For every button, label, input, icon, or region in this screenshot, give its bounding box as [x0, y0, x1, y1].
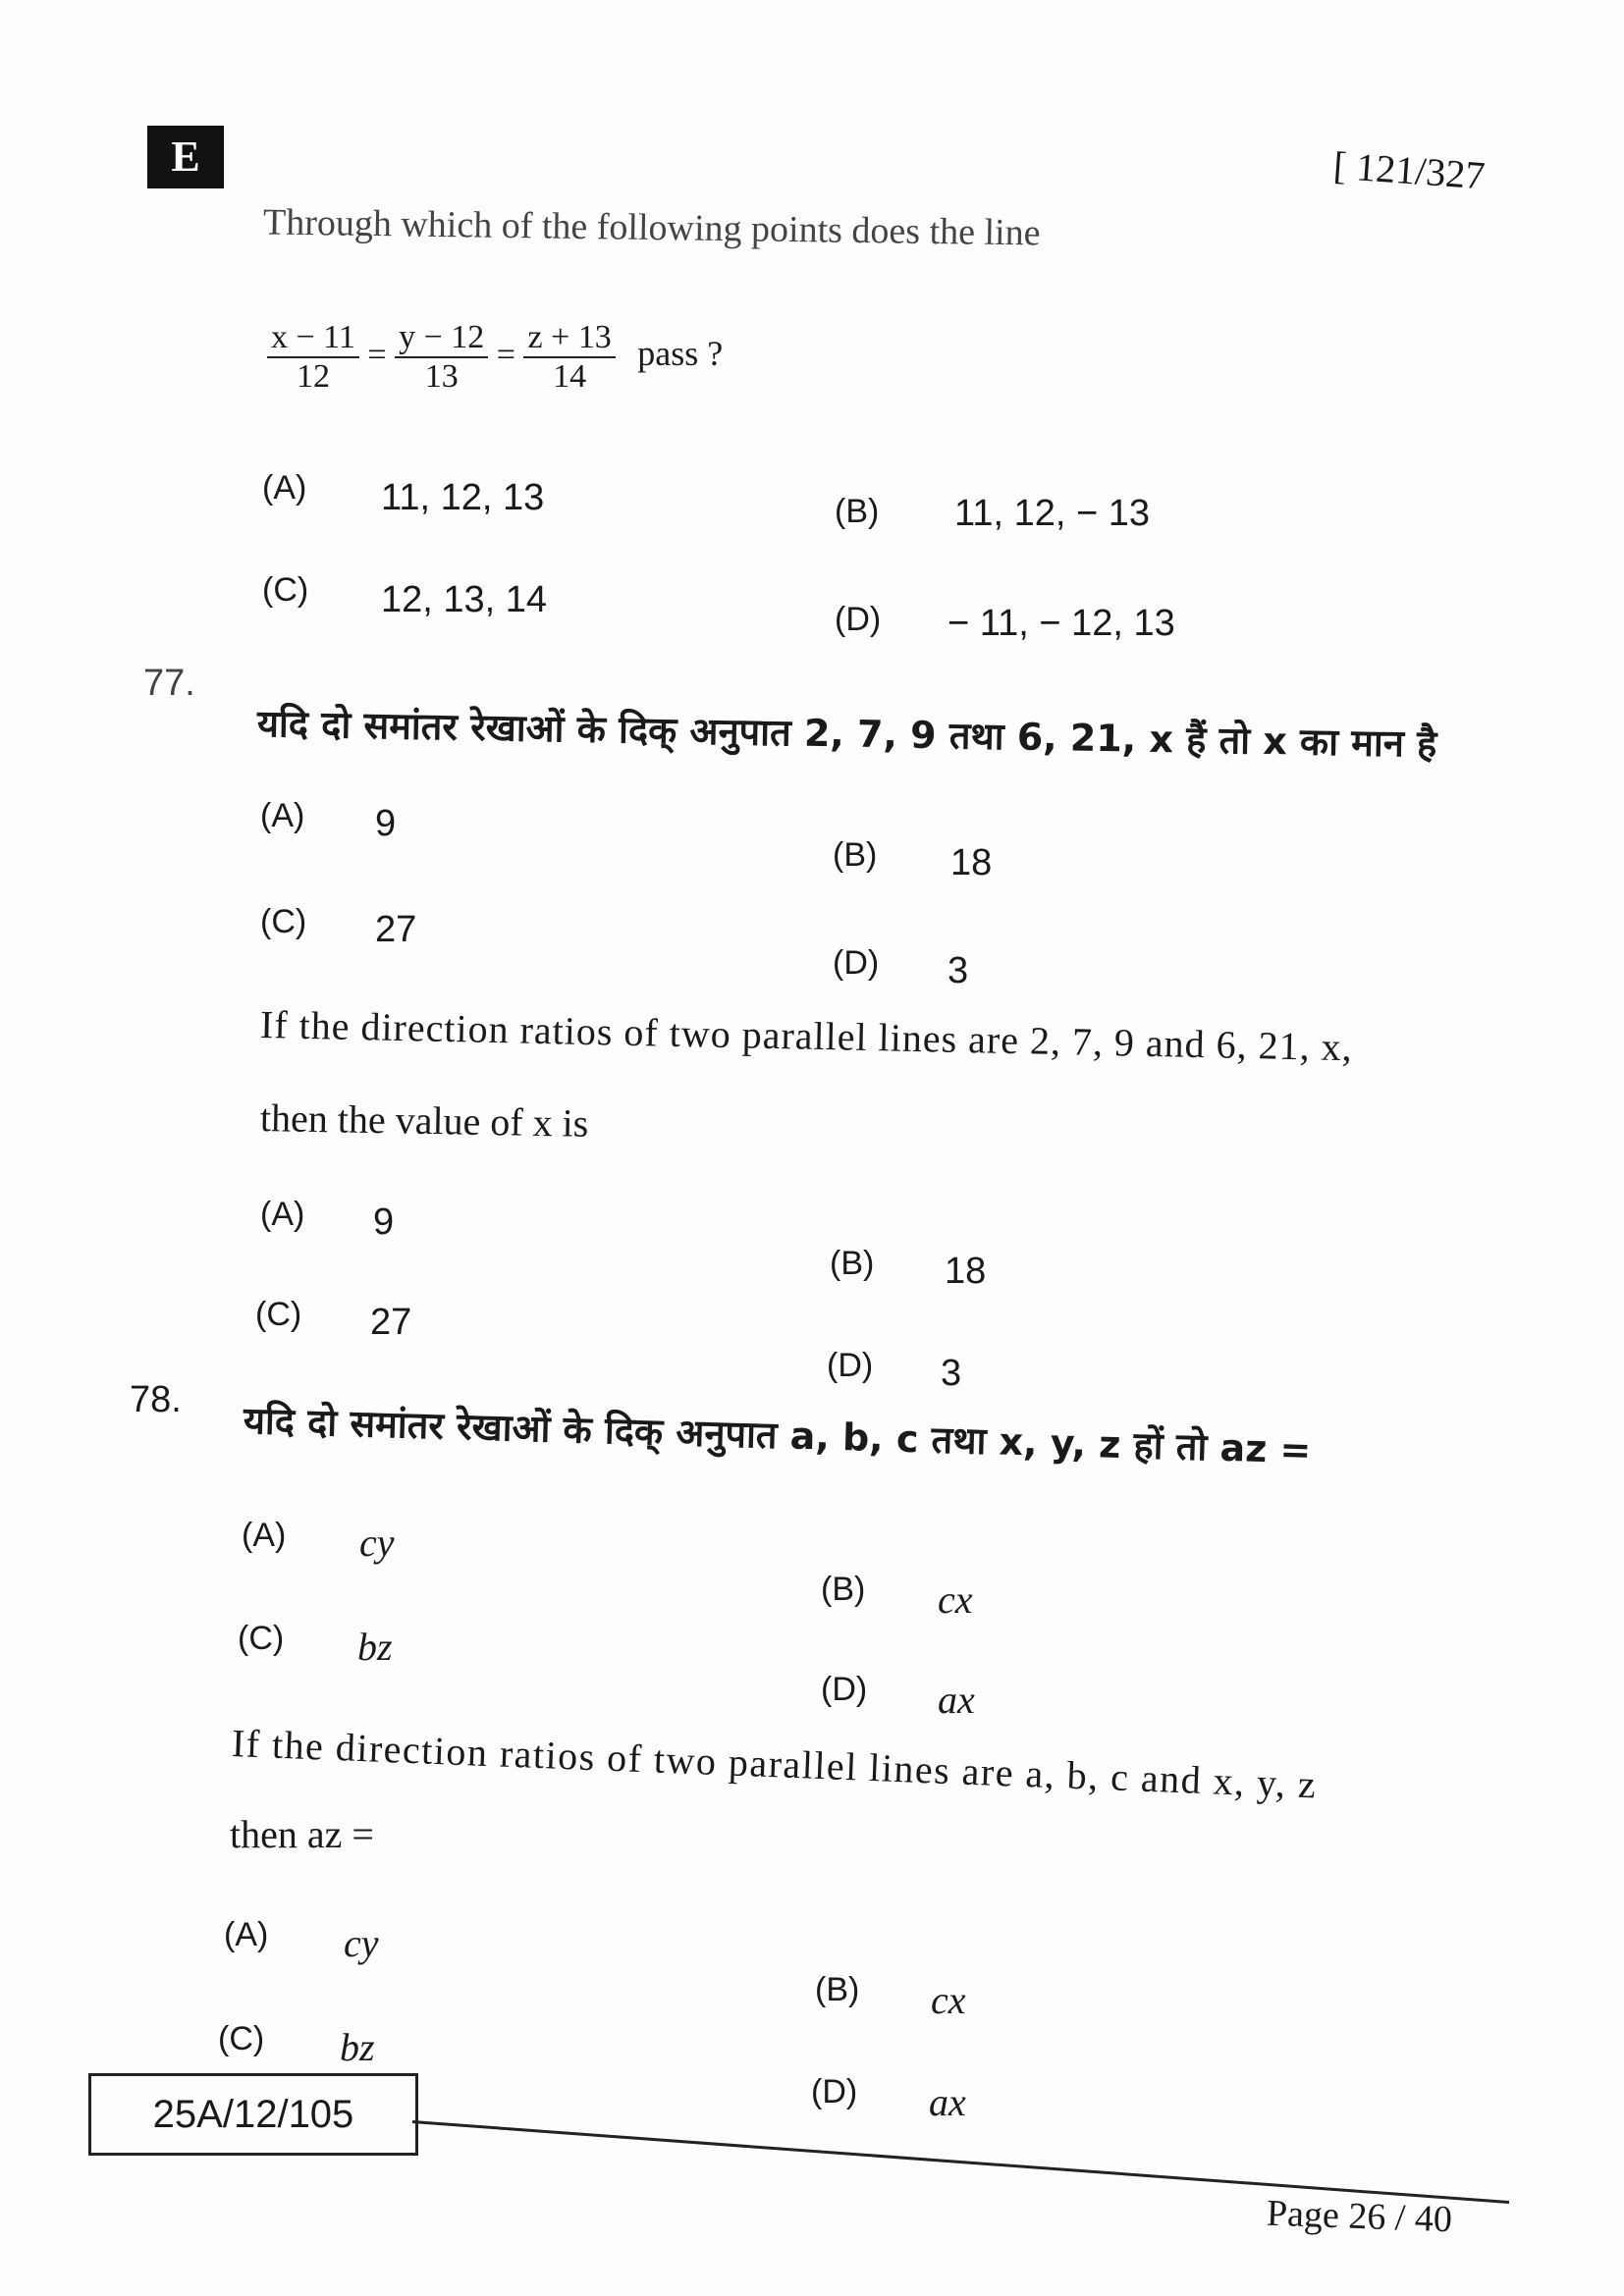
- option-value: cx: [938, 1577, 973, 1622]
- option-label: (B): [833, 836, 878, 874]
- option-label: (D): [833, 944, 880, 982]
- q77-hindi-text: यदि दो समांतर रेखाओं के दिक् अनुपात 2, 7, 9 तथा 6, 21, x हैं तो x का मान है: [256, 702, 1437, 766]
- option-label: (C): [255, 1296, 302, 1333]
- option-label: (D): [827, 1347, 874, 1384]
- option-label: (B): [815, 1971, 860, 2008]
- option-value: − 11, − 12, 13: [947, 603, 1175, 644]
- option-label: (C): [218, 2020, 265, 2057]
- option-label: (A): [260, 797, 305, 834]
- option-label: (A): [224, 1916, 269, 1953]
- q78-hindi-text: यदि दो समांतर रेखाओं के दिक् अनुपात a, b, c तथा x, y, z हों तो az =: [243, 1399, 1312, 1472]
- q78-english-line1: If the direction ratios of two parallel lines are a, b, c and x, y, z: [231, 1721, 1319, 1807]
- q77-english-line2: then the value of x is: [259, 1095, 589, 1146]
- option-value: 9: [373, 1201, 395, 1243]
- option-value: 11, 12, − 13: [954, 493, 1150, 534]
- question-number: 78.: [130, 1379, 182, 1420]
- option-value: 3: [941, 1353, 962, 1394]
- fraction-x: [267, 319, 359, 396]
- option-label: (C): [238, 1620, 285, 1657]
- option-value: 18: [945, 1251, 987, 1292]
- equals: =: [367, 336, 387, 373]
- option-value: 12, 13, 14: [381, 579, 548, 620]
- fraction-z: [523, 319, 615, 396]
- option-value: 18: [950, 842, 993, 883]
- option-value: ax: [938, 1678, 975, 1722]
- option-value: cx: [931, 1978, 966, 2022]
- equation-tail: pass ?: [637, 333, 724, 373]
- q76-line-equation: [267, 319, 723, 396]
- option-label: (D): [835, 601, 882, 638]
- denominator: 14: [553, 358, 587, 395]
- option-label: (C): [262, 571, 309, 609]
- option-value: bz: [357, 1625, 393, 1669]
- option-value: cy: [344, 1921, 379, 1965]
- option-label: (A): [242, 1517, 287, 1554]
- option-value: 11, 12, 13: [381, 477, 545, 518]
- denominator: 12: [296, 358, 330, 395]
- option-label: (B): [830, 1245, 875, 1282]
- option-label: (B): [835, 493, 880, 530]
- numerator: y − 12: [395, 319, 488, 358]
- option-label: (D): [821, 1671, 868, 1708]
- q76-text: Through which of the following points does the line: [262, 201, 1041, 254]
- option-label: (C): [260, 903, 307, 940]
- option-label: (A): [262, 469, 307, 507]
- question-code: [ 121/327: [1331, 142, 1487, 198]
- option-value: 27: [375, 909, 417, 950]
- question-number: 77.: [143, 663, 195, 704]
- option-label: (A): [260, 1196, 305, 1233]
- option-value: 9: [375, 803, 397, 844]
- numerator: z + 13: [523, 319, 615, 358]
- option-value: bz: [340, 2025, 375, 2069]
- option-label: (D): [811, 2073, 858, 2110]
- option-value: 27: [370, 1302, 412, 1343]
- option-value: cy: [359, 1521, 395, 1565]
- option-value: 3: [947, 950, 969, 991]
- paper-code-box: 25A/12/105: [88, 2073, 418, 2156]
- denominator: 13: [424, 358, 459, 395]
- option-value: ax: [929, 2080, 966, 2124]
- q77-english-line1: If the direction ratios of two parallel lines are 2, 7, 9 and 6, 21, x,: [259, 1002, 1354, 1070]
- page-number: Page 26 / 40: [1266, 2192, 1453, 2241]
- equals: =: [496, 336, 515, 373]
- set-label-box: E: [147, 126, 224, 188]
- numerator: x − 11: [267, 319, 359, 358]
- option-label: (B): [821, 1571, 866, 1608]
- q78-english-line2: then az =: [230, 1812, 374, 1856]
- footer-rule: [412, 2120, 1509, 2204]
- fraction-y: [395, 319, 488, 396]
